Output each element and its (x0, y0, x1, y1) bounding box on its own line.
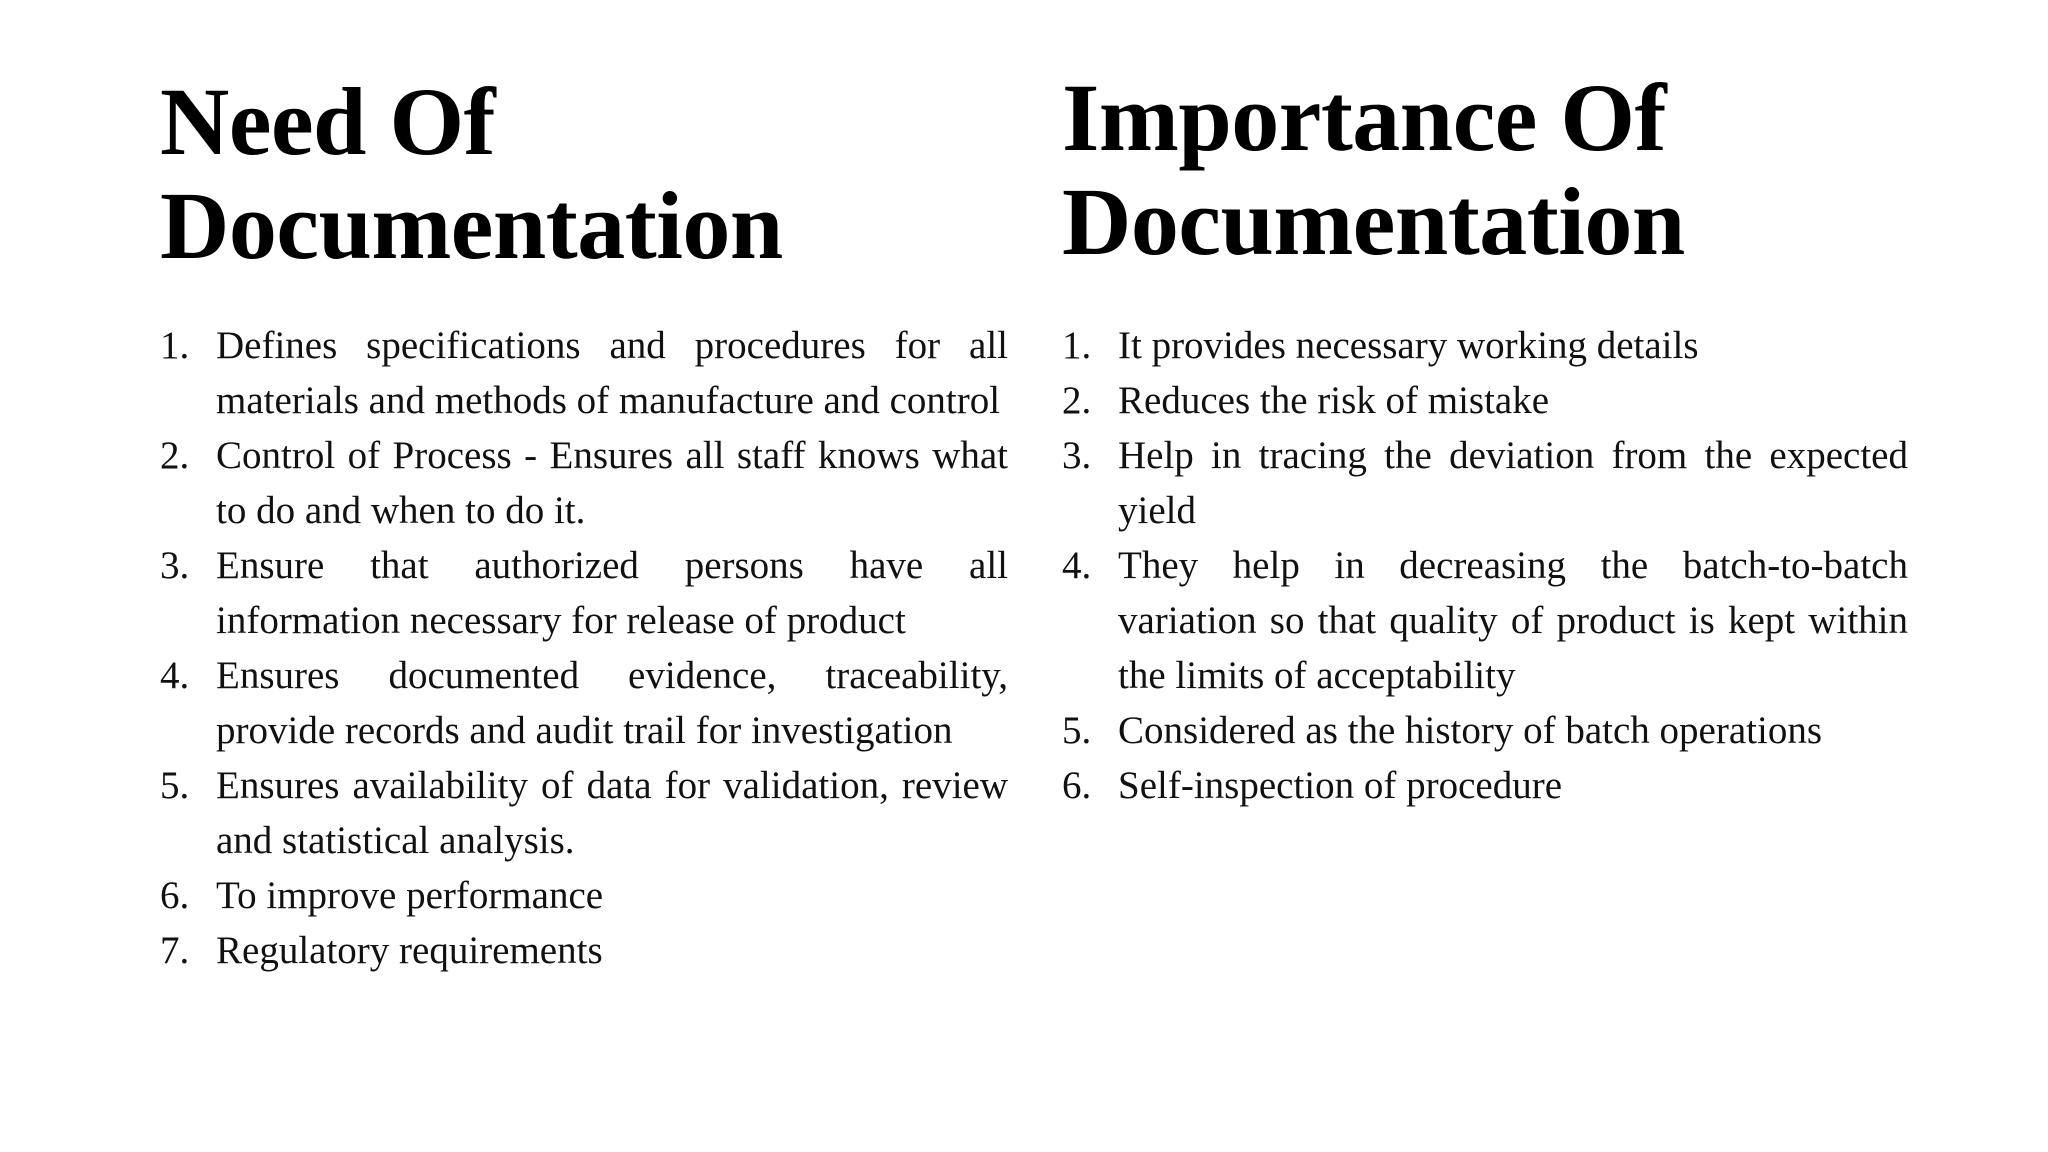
list-item-number: 3. (1062, 434, 1092, 477)
need-list-item-5 (160, 758, 1008, 868)
list-item-text: Help in tracing the deviation from the expected yield (1118, 434, 1908, 532)
list-item-number: 7. (160, 929, 190, 972)
list-item-text: To improve performance (216, 874, 604, 917)
heading-line-1: Importance Of (1062, 64, 1667, 171)
importance-list-item-1 (1062, 318, 1908, 373)
importance-list (1062, 318, 1908, 813)
list-item-text: Regulatory requirements (216, 929, 603, 972)
need-list (160, 318, 1008, 978)
list-item-text: Considered as the history of batch operations (1118, 709, 1822, 752)
need-list-item-7 (160, 923, 1008, 978)
need-of-documentation-heading (160, 70, 783, 278)
importance-list-item-3 (1062, 428, 1908, 538)
list-item-text: It provides necessary working details (1118, 324, 1699, 367)
need-list-item-1 (160, 318, 1008, 428)
list-item-number: 6. (160, 874, 190, 917)
list-item-text: Reduces the risk of mistake (1118, 379, 1550, 422)
heading-line-2: Documentation (1062, 168, 1685, 275)
list-item-number: 2. (1062, 379, 1092, 422)
list-item-number: 5. (160, 764, 190, 807)
need-list-item-3 (160, 538, 1008, 648)
list-item-number: 2. (160, 434, 190, 477)
list-item-text: Self-inspection of procedure (1118, 764, 1563, 807)
list-item-number: 4. (1062, 544, 1092, 587)
importance-list-item-2 (1062, 373, 1908, 428)
need-list-item-4 (160, 648, 1008, 758)
need-list-item-6 (160, 868, 1008, 923)
heading-line-1: Need Of (160, 68, 496, 175)
list-item-number: 3. (160, 544, 190, 587)
importance-list-item-4 (1062, 538, 1908, 703)
list-item-text: Defines specifications and procedures for all materials and methods of manufacture and control (216, 324, 1008, 422)
list-item-number: 4. (160, 654, 190, 697)
importance-list-item-6 (1062, 758, 1908, 813)
list-item-text: Ensure that authorized persons have all information necessary for release of product (216, 544, 1008, 642)
importance-of-documentation-heading (1062, 66, 1685, 274)
list-item-text: Control of Process - Ensures all staff knows what to do and when to do it. (216, 434, 1008, 532)
importance-list-item-5 (1062, 703, 1908, 758)
list-item-number: 5. (1062, 709, 1092, 752)
list-item-text: Ensures availability of data for validation, review and statistical analysis. (216, 764, 1008, 862)
list-item-text: Ensures documented evidence, traceability, provide records and audit trail for investigation (216, 654, 1008, 752)
need-list-item-2 (160, 428, 1008, 538)
list-item-number: 6. (1062, 764, 1092, 807)
heading-line-2: Documentation (160, 172, 783, 279)
list-item-text: They help in decreasing the batch-to-batch variation so that quality of product is kept within the limits of acceptability (1118, 544, 1908, 697)
list-item-number: 1. (1062, 324, 1092, 367)
list-item-number: 1. (160, 324, 190, 367)
